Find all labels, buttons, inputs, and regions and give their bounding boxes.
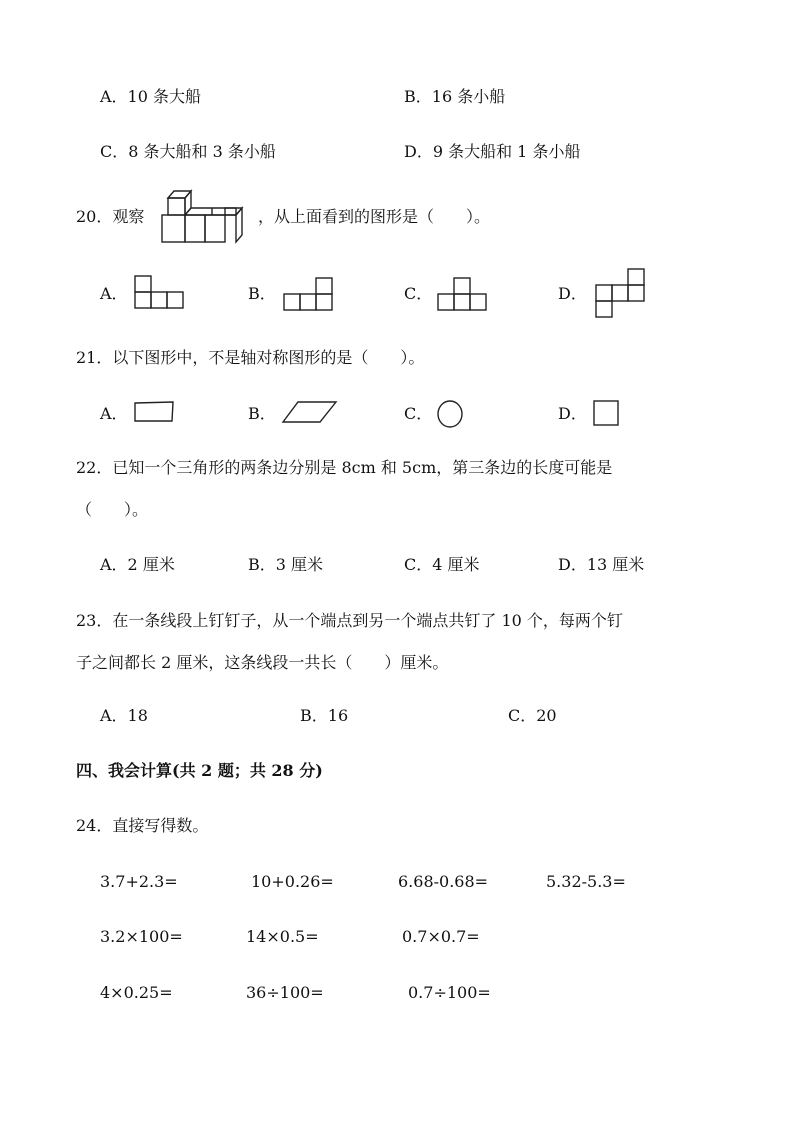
q23-stem-line2: 子之间都长 2 厘米，这条线段一共长（ ）厘米。	[76, 653, 449, 672]
q21-stem: 21．以下图形中，不是轴对称图形的是（ ）。	[76, 348, 425, 367]
q19-option-b: B．16 条小船	[404, 87, 506, 106]
q22-option-a: A．2 厘米	[100, 555, 175, 574]
q21-label-c: C．	[404, 404, 433, 423]
calc-item: 36÷100=	[246, 983, 324, 1002]
q20-stem-post: ，从上面看到的图形是（ ）。	[258, 207, 491, 226]
calc-item: 3.2×100=	[100, 927, 183, 946]
q20-label-c: C．	[404, 284, 433, 303]
q20-label-b: B．	[248, 284, 276, 303]
q21-label-b: B．	[248, 404, 276, 423]
q20-option-b-figure	[283, 277, 333, 311]
calc-item: 6.68-0.68=	[398, 872, 489, 891]
q23-option-c: C．20	[508, 706, 557, 725]
calc-item: 0.7×0.7=	[402, 927, 480, 946]
calc-item: 4×0.25=	[100, 983, 173, 1002]
q22-option-c: C．4 厘米	[404, 555, 480, 574]
q21-option-b-parallelogram	[282, 400, 338, 424]
calc-item: 3.7+2.3=	[100, 872, 178, 891]
q20-option-a-figure	[134, 275, 184, 309]
q20-label-d: D．	[558, 284, 587, 303]
q22-stem-line2: （ ）。	[76, 500, 149, 519]
q19-option-d: D．9 条大船和 1 条小船	[404, 142, 581, 161]
q19-option-c: C．8 条大船和 3 条小船	[100, 142, 276, 161]
calc-item: 0.7÷100=	[408, 983, 491, 1002]
calc-item: 10+0.26=	[251, 872, 334, 891]
q21-label-a: A．	[100, 404, 128, 423]
q20-label-a: A．	[100, 284, 128, 303]
q20-stem-pre: 20．观察	[76, 207, 145, 226]
q23-stem-line1: 23．在一条线段上钉钉子，从一个端点到另一个端点共钉了 10 个，每两个钉	[76, 611, 623, 630]
q20-option-d-figure	[595, 268, 647, 318]
q24-stem: 24．直接写得数。	[76, 816, 209, 835]
q22-stem-line1: 22．已知一个三角形的两条边分别是 8cm 和 5cm，第三条边的长度可能是	[76, 458, 613, 477]
calc-item: 14×0.5=	[246, 927, 319, 946]
q21-option-c-circle	[436, 399, 464, 429]
calc-item: 5.32-5.3=	[546, 872, 626, 891]
q19-option-a: A．10 条大船	[100, 87, 202, 106]
q21-option-d-square	[592, 399, 620, 427]
q23-option-b: B．16	[300, 706, 349, 725]
q20-cube-stack-figure	[160, 188, 246, 248]
q22-option-b: B．3 厘米	[248, 555, 324, 574]
q21-label-d: D．	[558, 404, 587, 423]
q22-option-d: D．13 厘米	[558, 555, 645, 574]
q20-option-c-figure	[437, 277, 487, 311]
section-title: 四、我会计算(共 2 题；共 28 分)	[76, 761, 323, 780]
q21-option-a-rectangle	[133, 400, 175, 424]
q23-option-a: A．18	[100, 706, 148, 725]
